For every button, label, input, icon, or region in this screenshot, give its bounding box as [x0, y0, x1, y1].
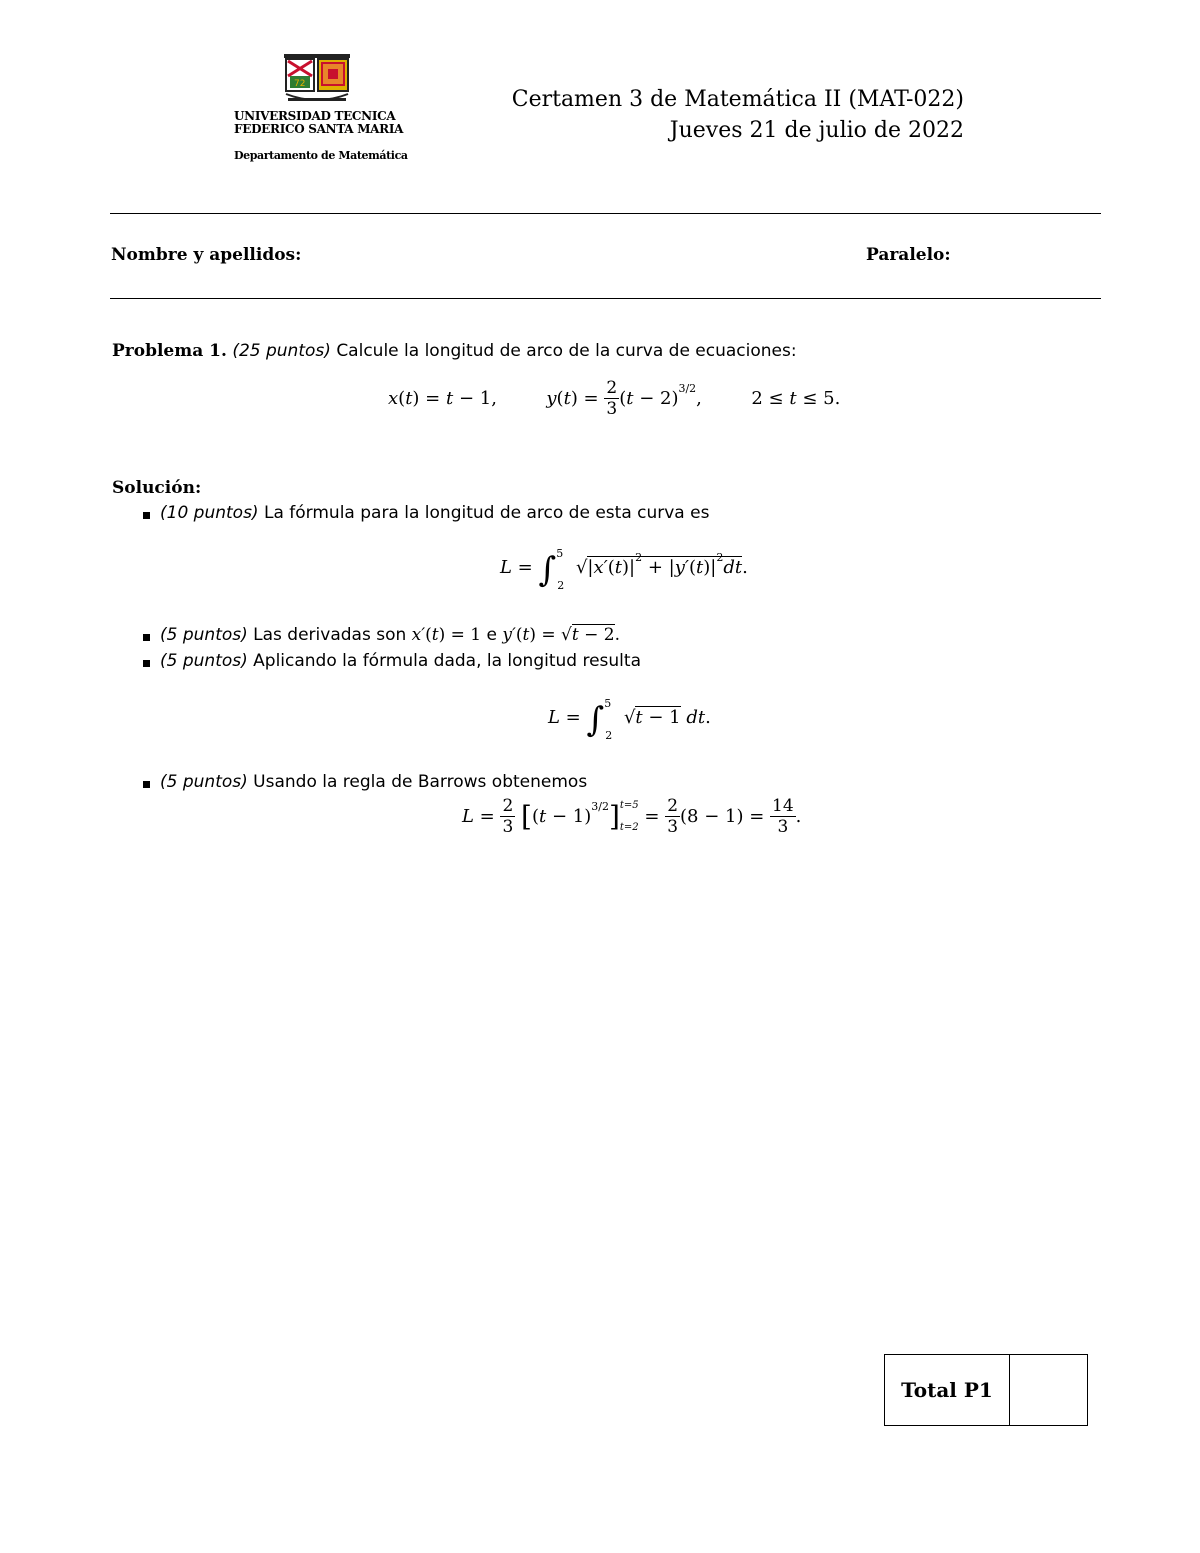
- name-label: Nombre y apellidos:: [111, 245, 302, 265]
- solution-item-3: [160, 651, 641, 671]
- university-name-line1: UNIVERSIDAD TECNICA: [234, 109, 396, 123]
- problem-statement: [112, 341, 797, 361]
- university-name-line2: FEDERICO SANTA MARIA: [234, 122, 404, 136]
- exam-title: Certamen 3 de Matemática II (MAT-022): [511, 87, 964, 112]
- curve-equations: x(t) = t − 1, y(t) = $\frac{2}{3}$ $(t - 2)^{3/2}$, 2 ≤ t ≤ 5.: [388, 378, 841, 419]
- header-divider-top: [110, 213, 1101, 214]
- solution-label: Solución:: [112, 478, 202, 498]
- university-logo: [230, 52, 410, 172]
- department-name: Departamento de Matemática: [234, 149, 408, 162]
- header-divider-bottom: [110, 298, 1101, 299]
- item-2-points: (5 puntos): [160, 625, 248, 645]
- solution-item-4: [160, 772, 587, 792]
- section-label: Paralelo:: [866, 245, 951, 265]
- arc-length-integral: L = ∫$^5_2$ √t − 1 dt.: [548, 697, 711, 742]
- item-3-text: Aplicando la fórmula dada, la longitud resulta: [253, 651, 641, 671]
- total-score-box: [884, 1354, 1088, 1426]
- item-1-text: La fórmula para la longitud de arco de esta curva es: [263, 503, 710, 523]
- item-4-text: Usando la regla de Barrows obtenemos: [253, 772, 588, 792]
- item-3-points: (5 puntos): [160, 651, 248, 671]
- solution-item-2: (5 puntos) Las derivadas son x′(t) = 1 e y′(t) = √t − 2.: [160, 625, 620, 645]
- total-score-field: [1009, 1355, 1087, 1425]
- exam-date: Jueves 21 de julio de 2022: [669, 118, 964, 143]
- arc-length-formula: L = ∫$^5_2$ $√|x'(t)|^2 + |y'(t)|^2dt$.: [500, 547, 748, 592]
- solution-item-1: [160, 503, 709, 523]
- item-2-text: Las derivadas son: [253, 625, 407, 645]
- problem-points: (25 puntos): [232, 341, 331, 361]
- problem-text: Calcule la longitud de arco de la curva de ecuaciones:: [336, 341, 797, 361]
- university-crest-icon: [282, 52, 352, 106]
- total-label: Total P1: [885, 1355, 1010, 1425]
- bullet-2: [143, 634, 150, 641]
- item-4-points: (5 puntos): [160, 772, 248, 792]
- item-2-and: e: [486, 625, 497, 645]
- bullet-1: [143, 512, 150, 519]
- bullet-4: [143, 781, 150, 788]
- item-1-points: (10 puntos): [160, 503, 259, 523]
- exam-title-block: [512, 84, 964, 146]
- bullet-3: [143, 660, 150, 667]
- problem-label: Problema 1.: [112, 341, 227, 361]
- barrows-result: L = $\frac{2}{3}$ $[(t - 1)^{3/2}]$ t=5 t=2 = $\frac{2}{3}$ (8 − 1) = $\frac{14}{3}$ .: [462, 796, 802, 837]
- svg-text:72: 72: [294, 79, 306, 89]
